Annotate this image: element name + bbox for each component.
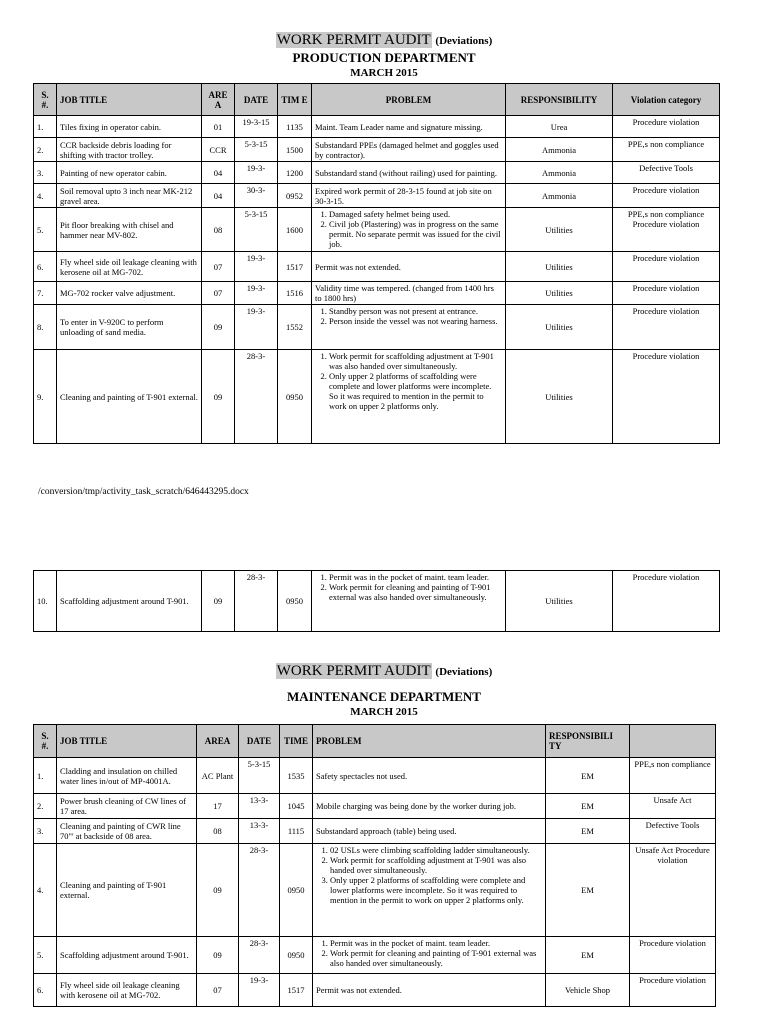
problem-list [315, 209, 502, 249]
table-row [34, 116, 720, 138]
job-title-cell: Pit floor breaking with chisel and hammer near MV-802. [57, 208, 202, 252]
date-cell: 5-3-15 [239, 758, 280, 794]
table-row [34, 184, 720, 208]
column-header: JOB TITLE [57, 725, 197, 758]
responsibility-cell: Ammonia [506, 138, 613, 162]
time-cell: 0950 [280, 937, 313, 974]
serial-number-cell: 10. [34, 571, 57, 632]
serial-number-cell: 5. [34, 937, 57, 974]
serial-number-cell: 2. [34, 138, 57, 162]
responsibility-cell: EM [546, 758, 630, 794]
problem-cell: Substandard approach (table) being used. [313, 819, 546, 844]
problem-cell: Permit was not extended. [312, 252, 506, 282]
problem-cell: Validity time was tempered. (changed from 1400 hrs to 1800 hrs) [312, 282, 506, 305]
job-title-cell: Scaffolding adjustment around T-901. [57, 571, 202, 632]
job-title-cell: Cleaning and painting of T-901 external. [57, 350, 202, 444]
problem-cell: Substandard stand (without railing) used for painting. [312, 162, 506, 184]
problem-cell: Mobile charging was being done by the worker during job. [313, 794, 546, 819]
problem-cell: Substandard PPEs (damaged helmet and goggles used by contractor). [312, 138, 506, 162]
job-title-cell: Power brush cleaning of CW lines of 17 area. [57, 794, 197, 819]
violation-category-cell: Procedure violation [613, 282, 720, 305]
violation-category-cell: PPE,s non compliance [613, 138, 720, 162]
responsibility-cell: Utilities [506, 350, 613, 444]
area-cell: AC Plant [197, 758, 239, 794]
maintenance-deviation-table [33, 724, 716, 1007]
column-header: PROBLEM [312, 84, 506, 116]
column-header: Violation category [613, 84, 720, 116]
responsibility-cell: EM [546, 794, 630, 819]
problem-list [316, 845, 542, 905]
table-row [34, 305, 720, 350]
table-row [34, 282, 720, 305]
area-cell: 09 [202, 305, 235, 350]
column-header: DATE [235, 84, 278, 116]
area-cell: 08 [202, 208, 235, 252]
column-header: JOB TITLE [57, 84, 202, 116]
serial-number-cell: 9. [34, 350, 57, 444]
area-cell: 09 [197, 844, 239, 937]
problem-list-item: 1. Work permit for scaffolding adjustment at T-901 was also handed over simultaneously. [329, 351, 502, 371]
job-title-cell: CCR backside debris loading for shifting with tractor trolley. [57, 138, 202, 162]
violation-category-cell: Procedure violation [630, 937, 716, 974]
time-cell: 1552 [278, 305, 312, 350]
job-title-cell: Cleaning and painting of CWR line 70"' at backside of 08 area. [57, 819, 197, 844]
problem-list-item: 2. Person inside the vessel was not wearing harness. [329, 316, 502, 326]
production-month: MARCH 2015 [350, 67, 418, 79]
time-cell: 1517 [280, 974, 313, 1007]
violation-category-cell: PPE,s non compliance Procedure violation [613, 208, 720, 252]
violation-category-cell: Procedure violation [613, 571, 720, 632]
column-header: PROBLEM [313, 725, 546, 758]
production-deviation-table [33, 83, 720, 444]
responsibility-cell: Utilities [506, 252, 613, 282]
table-row [34, 937, 716, 974]
production-department-heading: PRODUCTION DEPARTMENT [292, 50, 476, 65]
date-cell: 28-3- [239, 844, 280, 937]
production-deviation-table-continued [33, 570, 720, 632]
time-cell: 1500 [278, 138, 312, 162]
violation-category-cell: Procedure violation [613, 116, 720, 138]
table-row [34, 794, 716, 819]
time-cell: 1535 [280, 758, 313, 794]
area-cell: CCR [202, 138, 235, 162]
serial-number-cell: 6. [34, 974, 57, 1007]
serial-number-cell: 3. [34, 162, 57, 184]
problem-cell [312, 305, 506, 350]
table-row [34, 162, 720, 184]
table-row [34, 758, 716, 794]
table-row [34, 138, 720, 162]
maintenance-month: MARCH 2015 [350, 706, 418, 718]
time-cell: 1600 [278, 208, 312, 252]
serial-number-cell: 7. [34, 282, 57, 305]
area-cell: 17 [197, 794, 239, 819]
problem-cell [312, 571, 506, 632]
maintenance-table-header-row [34, 725, 716, 758]
violation-category-cell: Unsafe Act [630, 794, 716, 819]
area-cell: 01 [202, 116, 235, 138]
time-cell: 0950 [280, 844, 313, 937]
production-table-header-row [34, 84, 720, 116]
time-cell: 0950 [278, 350, 312, 444]
table-row [34, 819, 716, 844]
production-title-block [0, 31, 768, 80]
responsibility-cell: Ammonia [506, 184, 613, 208]
column-header: AREA [197, 725, 239, 758]
violation-category-cell: Procedure violation [613, 184, 720, 208]
table-row [34, 208, 720, 252]
problem-list-item: 2. Work permit for scaffolding adjustment at T-901 was also handed over simultaneously. [330, 855, 542, 875]
responsibility-cell: Utilities [506, 571, 613, 632]
job-title-cell: Cladding and insulation on chilled water lines in/out of MP-4001A. [57, 758, 197, 794]
job-title-cell: Painting of new operator cabin. [57, 162, 202, 184]
responsibility-cell: Ammonia [506, 162, 613, 184]
date-cell: 13-3- [239, 794, 280, 819]
serial-number-cell: 3. [34, 819, 57, 844]
file-path-footer: /conversion/tmp/activity_task_scratch/646443295.docx [38, 487, 249, 497]
column-header [630, 725, 716, 758]
job-title-cell: Fly wheel side oil leakage cleaning with kerosene oil at MG-702. [57, 252, 202, 282]
responsibility-cell: Utilities [506, 305, 613, 350]
violation-category-cell: Unsafe Act Procedure violation [630, 844, 716, 937]
time-cell: 1115 [280, 819, 313, 844]
table-row [34, 844, 716, 937]
time-cell: 1200 [278, 162, 312, 184]
problem-list-item: 2. Work permit for cleaning and painting of T-901 external was also handed over simultaneously. [330, 948, 542, 968]
column-header: S. #. [34, 84, 57, 116]
table-row [34, 350, 720, 444]
serial-number-cell: 4. [34, 844, 57, 937]
job-title-cell: MG-702 rocker valve adjustment. [57, 282, 202, 305]
problem-list-item: 1. Permit was in the pocket of maint. team leader. [329, 572, 502, 582]
table-row [34, 571, 720, 632]
violation-category-cell: Procedure violation [630, 974, 716, 1007]
job-title-cell: To enter in V-920C to perform unloading of sand media. [57, 305, 202, 350]
maintenance-audit-title: WORK PERMIT AUDIT (Deviations) [276, 663, 493, 679]
column-header: S. #. [34, 725, 57, 758]
time-cell: 0952 [278, 184, 312, 208]
date-cell: 19-3- [239, 974, 280, 1007]
job-title-cell: Tiles fixing in operator cabin. [57, 116, 202, 138]
date-cell: 5-3-15 [235, 208, 278, 252]
problem-list [315, 351, 502, 411]
violation-category-cell: PPE,s non compliance [630, 758, 716, 794]
problem-list-item: 1. 02 USLs were climbing scaffolding ladder simultaneously. [330, 845, 542, 855]
problem-cell [313, 937, 546, 974]
problem-list [315, 306, 502, 326]
responsibility-cell: EM [546, 937, 630, 974]
column-header: TIME [280, 725, 313, 758]
date-cell: 19-3- [235, 282, 278, 305]
column-header: DATE [239, 725, 280, 758]
time-cell: 1045 [280, 794, 313, 819]
date-cell: 28-3- [239, 937, 280, 974]
job-title-cell: Scaffolding adjustment around T-901. [57, 937, 197, 974]
violation-category-cell: Defective Tools [630, 819, 716, 844]
responsibility-cell: Vehicle Shop [546, 974, 630, 1007]
problem-list-item: 1. Permit was in the pocket of maint. team leader. [330, 938, 542, 948]
serial-number-cell: 2. [34, 794, 57, 819]
job-title-cell: Soil removal upto 3 inch near MK-212 gravel area. [57, 184, 202, 208]
date-cell: 19-3- [235, 162, 278, 184]
date-cell: 19-3- [235, 305, 278, 350]
problem-cell: Maint. Team Leader name and signature missing. [312, 116, 506, 138]
serial-number-cell: 6. [34, 252, 57, 282]
area-cell: 08 [197, 819, 239, 844]
violation-category-cell: Defective Tools [613, 162, 720, 184]
production-audit-title: WORK PERMIT AUDIT (Deviations) [276, 32, 493, 48]
date-cell: 13-3- [239, 819, 280, 844]
date-cell: 5-3-15 [235, 138, 278, 162]
column-header: RESPONSIBILI TY [546, 725, 630, 758]
area-cell: 09 [202, 350, 235, 444]
time-cell: 1135 [278, 116, 312, 138]
violation-category-cell: Procedure violation [613, 305, 720, 350]
serial-number-cell: 5. [34, 208, 57, 252]
problem-list-item: 1. Damaged safety helmet being used. [329, 209, 502, 219]
responsibility-cell: Urea [506, 116, 613, 138]
area-cell: 04 [202, 184, 235, 208]
area-cell: 09 [202, 571, 235, 632]
area-cell: 09 [197, 937, 239, 974]
problem-list [315, 572, 502, 602]
problem-list-item: 2. Civil job (Plastering) was in progress on the same permit. No separate permit was issued for the civil job. [329, 219, 502, 249]
serial-number-cell: 8. [34, 305, 57, 350]
table-row [34, 974, 716, 1007]
table-row [34, 252, 720, 282]
problem-list [316, 938, 542, 968]
job-title-cell: Fly wheel side oil leakage cleaning with kerosene oil at MG-702. [57, 974, 197, 1007]
problem-list-item: 2. Only upper 2 platforms of scaffolding were complete and lower platforms were incomplete. So it was required to mention in the permit to work on upper 2 platforms only. [329, 371, 502, 411]
date-cell: 28-3- [235, 350, 278, 444]
job-title-cell: Cleaning and painting of T-901 external. [57, 844, 197, 937]
violation-category-cell: Procedure violation [613, 350, 720, 444]
responsibility-cell: Utilities [506, 208, 613, 252]
area-cell: 07 [202, 252, 235, 282]
serial-number-cell: 1. [34, 116, 57, 138]
maintenance-title-block [0, 662, 768, 719]
problem-cell: Expired work permit of 28-3-15 found at job site on 30-3-15. [312, 184, 506, 208]
date-cell: 19-3- [235, 252, 278, 282]
problem-list-item: 2. Work permit for cleaning and painting of T-901 external was also handed over simultaneously. [329, 582, 502, 602]
time-cell: 1517 [278, 252, 312, 282]
area-cell: 04 [202, 162, 235, 184]
column-header: RESPONSIBILITY [506, 84, 613, 116]
time-cell: 0950 [278, 571, 312, 632]
maintenance-department-heading: MAINTENANCE DEPARTMENT [287, 689, 481, 704]
problem-cell: Permit was not extended. [313, 974, 546, 1007]
column-header: TIM E [278, 84, 312, 116]
problem-list-item: 3. Only upper 2 platforms of scaffolding were complete and lower platforms were incomplete. So it was required to mention in the permit to work on upper 2 platforms only. [330, 875, 542, 905]
date-cell: 19-3-15 [235, 116, 278, 138]
date-cell: 28-3- [235, 571, 278, 632]
responsibility-cell: EM [546, 844, 630, 937]
date-cell: 30-3- [235, 184, 278, 208]
problem-list-item: 1. Standby person was not present at entrance. [329, 306, 502, 316]
area-cell: 07 [202, 282, 235, 305]
problem-cell [312, 350, 506, 444]
serial-number-cell: 4. [34, 184, 57, 208]
violation-category-cell: Procedure violation [613, 252, 720, 282]
responsibility-cell: Utilities [506, 282, 613, 305]
problem-cell [312, 208, 506, 252]
serial-number-cell: 1. [34, 758, 57, 794]
column-header: ARE A [202, 84, 235, 116]
time-cell: 1516 [278, 282, 312, 305]
area-cell: 07 [197, 974, 239, 1007]
problem-cell [313, 844, 546, 937]
problem-cell: Safety spectacles not used. [313, 758, 546, 794]
responsibility-cell: EM [546, 819, 630, 844]
